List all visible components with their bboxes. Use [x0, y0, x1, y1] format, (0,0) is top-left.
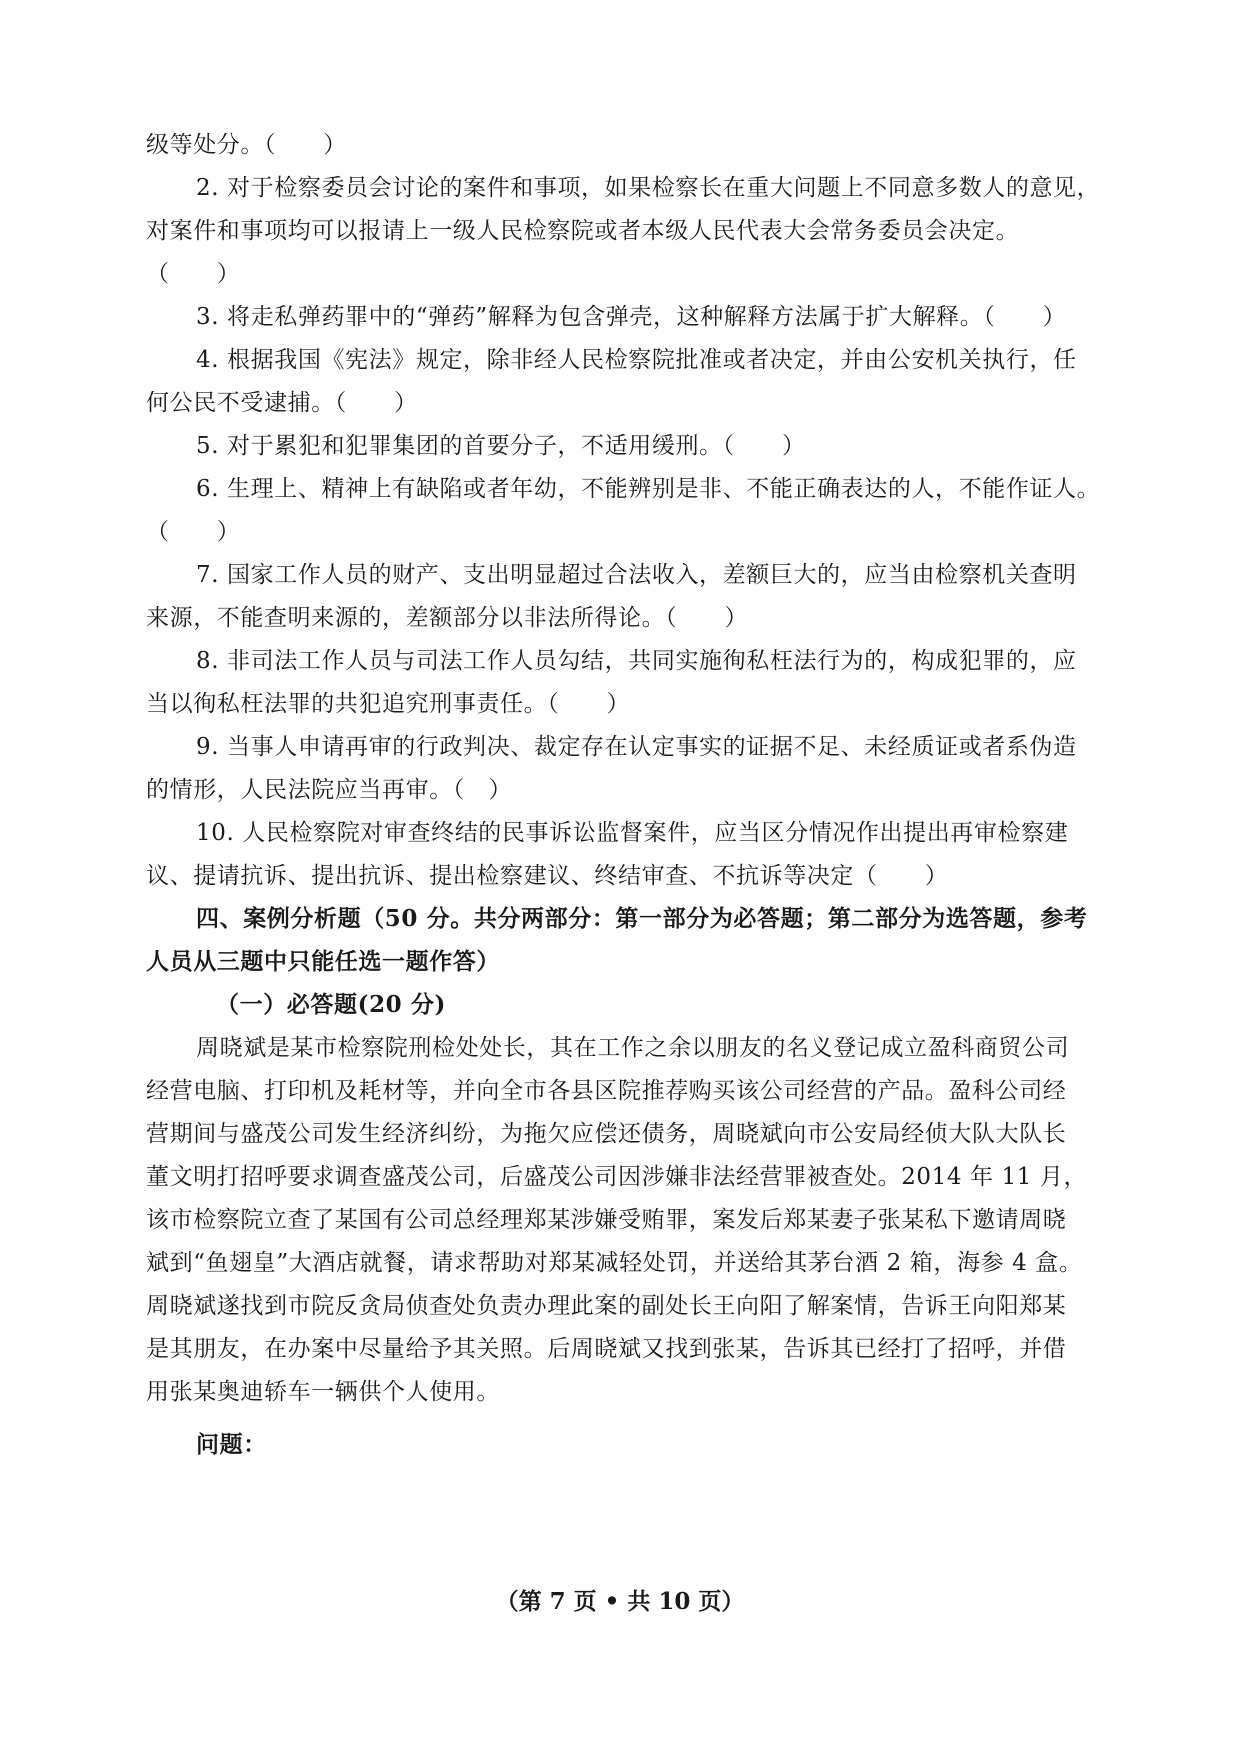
item-7-line-2: 来源，不能查明来源的，差额部分以非法所得论。（ ） — [146, 605, 749, 631]
item-4-line-1: 4. 根据我国《宪法》规定，除非经人民检察院批准或者决定，并由公安机关执行，任 — [196, 347, 1077, 373]
section-4-heading-line-1: 四、案例分析题（50 分。共分两部分：第一部分为必答题；第二部分为选答题，参考 — [196, 905, 1088, 932]
case-text-line-6: 斌到“鱼翅皇”大酒店就餐，请求帮助对郑某减轻处罚，并送给其茅台酒 2 箱，海参 4 盒。 — [146, 1250, 1083, 1276]
item-8-line-1: 8. 非司法工作人员与司法工作人员勾结，共同实施徇私枉法行为的，构成犯罪的，应 — [196, 648, 1077, 674]
case-text-line-9: 用张某奥迪轿车一辆供个人使用。 — [146, 1379, 500, 1405]
case-text-line-8: 是其朋友，在办案中尽量给予其关照。后周晓斌又找到张某，告诉其已经打了招呼，并借 — [146, 1336, 1067, 1362]
question-heading: 问题： — [196, 1431, 267, 1458]
case-text-line-5: 该市检察院立查了某国有公司总经理郑某涉嫌受贿罪，案发后郑某妻子张某私下邀请周晓 — [146, 1207, 1067, 1233]
case-text-line-4: 董文明打招呼要求调查盛茂公司，后盛茂公司因涉嫌非法经营罪被查处。2014 年 11 月， — [146, 1164, 1088, 1190]
item-2-line-3: （ ） — [146, 261, 241, 287]
item-6-line-2: （ ） — [146, 519, 241, 545]
case-text-line-7: 周晓斌遂找到市院反贪局侦查处负责办理此案的副处长王向阳了解案情，告诉王向阳郑某 — [146, 1293, 1067, 1319]
item-9-line-1: 9. 当事人申请再审的行政判决、裁定存在认定事实的证据不足、未经质证或者系伪造 — [196, 734, 1077, 760]
item-10-line-1: 10. 人民检察院对审查终结的民事诉讼监督案件，应当区分情况作出提出再审检察建 — [196, 820, 1069, 846]
case-text-line-1: 周晓斌是某市检察院刑检处处长，其在工作之余以朋友的名义登记成立盈科商贸公司 — [196, 1035, 1070, 1061]
item-4-line-2: 何公民不受逮捕。（ ） — [146, 390, 418, 416]
item-2-line-1: 2. 对于检察委员会讨论的案件和事项，如果检察长在重大问题上不同意多数人的意见， — [196, 175, 1101, 201]
text-line: 级等处分。（ ） — [146, 132, 347, 158]
item-6-line-1: 6. 生理上、精神上有缺陷或者年幼，不能辨别是非、不能正确表达的人，不能作证人。 — [196, 476, 1101, 502]
case-text-line-3: 营期间与盛茂公司发生经济纠纷，为拖欠应偿还债务，周晓斌向市公安局经侦大队大队长 — [146, 1121, 1067, 1147]
case-text-line-2: 经营电脑、打印机及耗材等，并向全市各县区院推荐购买该公司经营的产品。盈科公司经 — [146, 1078, 1067, 1104]
item-7-line-1: 7. 国家工作人员的财产、支出明显超过合法收入，差额巨大的，应当由检察机关查明 — [196, 562, 1077, 588]
item-3: 3. 将走私弹药罪中的“弹药”解释为包含弹壳，这种解释方法属于扩大解释。（ ） — [196, 304, 1067, 330]
page-footer: （第 7 页 • 共 10 页） — [495, 1588, 745, 1615]
item-2-line-2: 对案件和事项均可以报请上一级人民检察院或者本级人民代表大会常务委员会决定。 — [146, 218, 1020, 244]
subsection-heading: （一）必答题(20 分) — [216, 991, 446, 1018]
item-10-line-2: 议、提请抗诉、提出抗诉、提出检察建议、终结审查、不抗诉等决定（ ） — [146, 863, 949, 889]
item-8-line-2: 当以徇私枉法罪的共犯追究刑事责任。（ ） — [146, 691, 631, 717]
section-4-heading-line-2: 人员从三题中只能任选一题作答） — [146, 948, 500, 975]
item-5: 5. 对于累犯和犯罪集团的首要分子，不适用缓刑。（ ） — [196, 433, 806, 459]
item-9-line-2: 的情形，人民法院应当再审。（ ） — [146, 777, 513, 803]
